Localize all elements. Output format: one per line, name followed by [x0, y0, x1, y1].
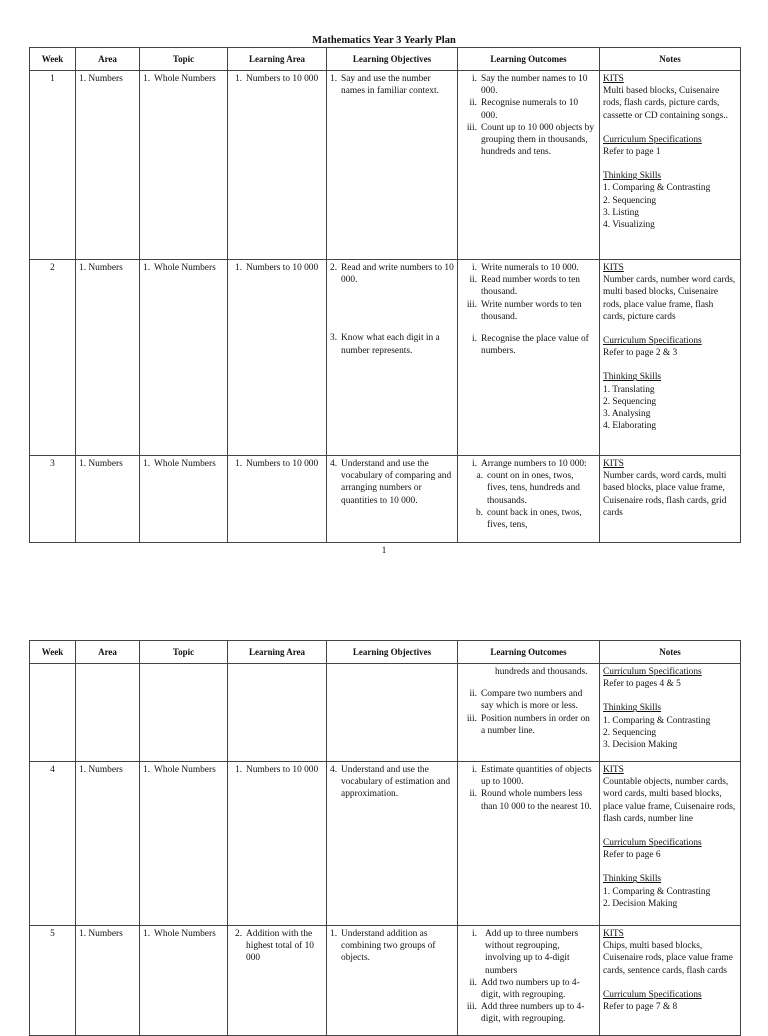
curriculum-specifications-text: Refer to page 2 & 3	[603, 348, 678, 359]
thinking-skill-item: 4. Elaborating	[603, 421, 657, 432]
header-notes: Notes	[600, 641, 741, 664]
curriculum-specifications-text: Refer to page 6	[603, 850, 661, 861]
list-marker: 1.	[330, 74, 338, 84]
week-cell: 4	[30, 762, 76, 926]
list-marker: iii.	[466, 1002, 477, 1013]
curriculum-specifications-label: Curriculum Specifications	[603, 838, 702, 849]
list-marker: ii.	[469, 689, 477, 700]
area-cell: 1. Numbers	[76, 71, 140, 260]
thinking-skills-label: Thinking Skills	[603, 703, 662, 714]
notes-cell	[600, 664, 741, 762]
yearly-plan-table-page-1	[29, 47, 741, 543]
list-marker: i.	[472, 74, 477, 84]
kits-text: Multi based blocks, Cuisenaire rods, flash cards, picture cards, cassette or CD containing songs..	[603, 86, 728, 121]
table-row	[30, 926, 741, 1036]
thinking-skill-item: 1. Translating	[603, 384, 655, 395]
area-cell: 1. Numbers	[76, 762, 140, 926]
learning-area-cell	[228, 926, 327, 1036]
page-title: Mathematics Year 3 Yearly Plan	[312, 35, 456, 46]
header-learning-objectives: Learning Objectives	[327, 48, 458, 71]
header-week: Week	[30, 48, 76, 71]
outcome-text: Count up to 10 000 objects by grouping them in thousands, hundreds and tens.	[481, 122, 595, 158]
learning-area-cell	[228, 71, 327, 260]
outcome-text: Add up to three numbers without regrouping, involving up to 4-digit numbers	[485, 929, 579, 976]
area-cell: 1. Numbers	[76, 456, 140, 543]
thinking-skill-item: 1. Comparing & Contrasting	[603, 183, 711, 194]
learning-area-text: Addition with the highest total of 10 000	[246, 929, 314, 964]
header-learning-area: Learning Area	[228, 48, 327, 71]
kits-text: Countable objects, number cards, word cards, multi based blocks, place value frame, Cuisenaire rods, flash cards, number line	[603, 777, 736, 824]
outcome-text: Arrange numbers to 10 000:	[481, 459, 587, 469]
outcome-text: Add three numbers up to 4-digit, with regrouping.	[481, 1002, 585, 1025]
list-marker: ii.	[469, 789, 477, 800]
header-area: Area	[76, 641, 140, 664]
curriculum-specifications-label: Curriculum Specifications	[603, 336, 702, 347]
topic-text: Whole Numbers	[154, 929, 216, 939]
table-row	[30, 762, 741, 926]
thinking-skills-label: Thinking Skills	[603, 171, 662, 182]
kits-label: KITS	[603, 929, 624, 939]
list-marker: 1.	[143, 459, 151, 469]
topic-text: Whole Numbers	[154, 263, 216, 273]
outcomes-cell	[458, 762, 600, 926]
topic-cell	[140, 71, 228, 260]
list-marker: 1.	[143, 263, 151, 273]
learning-area-text: Numbers to 10 000	[246, 459, 319, 469]
learning-area-text: Numbers to 10 000	[246, 765, 319, 775]
outcome-text: count back in ones, twos, fives, tens,	[487, 507, 582, 531]
outcomes-cell	[458, 664, 600, 762]
outcomes-cell	[458, 260, 600, 456]
outcome-text: Say the number names to 10 000.	[481, 74, 588, 97]
objectives-cell	[327, 926, 458, 1036]
list-marker: 3.	[330, 333, 338, 344]
thinking-skill-item: 2. Decision Making	[603, 898, 678, 909]
week-cell: 1	[30, 71, 76, 260]
list-marker: ii.	[469, 977, 477, 988]
topic-text: Whole Numbers	[154, 74, 216, 84]
thinking-skill-item: 3. Listing	[603, 207, 639, 218]
topic-text: Whole Numbers	[154, 459, 216, 469]
header-topic: Topic	[140, 48, 228, 71]
list-marker: 1.	[235, 765, 243, 775]
outcome-text: Round whole numbers less than 10 000 to the nearest 10.	[481, 789, 592, 812]
list-marker: 1.	[143, 929, 151, 939]
thinking-skill-item: 2. Sequencing	[603, 727, 657, 738]
outcome-text: Write number words to ten thousand.	[481, 299, 582, 322]
list-marker: iii.	[466, 122, 477, 133]
thinking-skill-item: 4. Visualizing	[603, 220, 655, 231]
objective-text: Understand and use the vocabulary of estimation and approximation.	[341, 765, 451, 800]
list-marker: 2.	[330, 263, 338, 273]
objectives-cell	[327, 260, 458, 456]
kits-text: Number cards, number word cards, multi based blocks, Cuisenaire rods, place value frame, flash cards, picture cards	[603, 275, 736, 322]
thinking-skill-item: 2. Sequencing	[603, 396, 657, 407]
list-marker: 1.	[143, 765, 151, 775]
topic-cell	[140, 762, 228, 926]
objectives-cell	[327, 71, 458, 260]
list-marker: i.	[472, 929, 477, 939]
header-learning-area: Learning Area	[228, 641, 327, 664]
outcome-text: Compare two numbers and say which is more or less.	[481, 689, 583, 712]
thinking-skills-label: Thinking Skills	[603, 874, 662, 885]
notes-cell	[600, 260, 741, 456]
outcome-text: Write numerals to 10 000.	[481, 263, 579, 273]
thinking-skills-label: Thinking Skills	[603, 372, 662, 383]
outcomes-cell	[458, 71, 600, 260]
table-row	[30, 456, 741, 543]
list-marker: iii.	[466, 713, 477, 724]
header-notes: Notes	[600, 48, 741, 71]
table-row	[30, 664, 741, 762]
list-marker: i.	[472, 263, 477, 273]
notes-cell	[600, 71, 741, 260]
week-cell: 3	[30, 456, 76, 543]
learning-area-text: Numbers to 10 000	[246, 263, 319, 273]
list-marker: 4.	[330, 459, 338, 469]
topic-text: Whole Numbers	[154, 765, 216, 775]
list-marker: ii.	[469, 98, 477, 109]
curriculum-specifications-text: Refer to page 1	[603, 147, 661, 158]
area-cell: 1. Numbers	[76, 260, 140, 456]
thinking-skill-item: 3. Analysing	[603, 409, 651, 420]
list-marker: 1.	[235, 459, 243, 469]
week-cell: 2	[30, 260, 76, 456]
topic-cell	[140, 260, 228, 456]
objective-text: Know what each digit in a number represents.	[341, 333, 440, 356]
curriculum-specifications-label: Curriculum Specifications	[603, 989, 702, 1000]
notes-cell	[600, 456, 741, 543]
learning-area-cell	[228, 456, 327, 543]
kits-label: KITS	[603, 263, 624, 273]
outcome-text: Position numbers in order on a number line.	[481, 713, 590, 736]
outcome-text: Estimate quantities of objects up to 1000.	[481, 765, 592, 788]
outcomes-cell	[458, 456, 600, 543]
objectives-cell	[327, 762, 458, 926]
curriculum-specifications-label: Curriculum Specifications	[603, 667, 702, 677]
kits-label: KITS	[603, 74, 624, 84]
outcomes-cell	[458, 926, 600, 1036]
thinking-skill-item: 2. Sequencing	[603, 195, 657, 206]
area-cell	[76, 664, 140, 762]
kits-label: KITS	[603, 765, 624, 775]
outcome-text: Recognise the place value of numbers.	[481, 334, 589, 357]
page-number: 1	[381, 546, 387, 556]
topic-cell	[140, 664, 228, 762]
topic-cell	[140, 456, 228, 543]
list-marker: 4.	[330, 765, 338, 775]
yearly-plan-table-page-2	[29, 640, 741, 1036]
thinking-skill-item: 1. Comparing & Contrasting	[603, 715, 711, 726]
table-row	[30, 260, 741, 456]
header-learning-outcomes: Learning Outcomes	[458, 641, 600, 664]
header-topic: Topic	[140, 641, 228, 664]
topic-cell	[140, 926, 228, 1036]
list-marker: i.	[472, 765, 477, 775]
outcome-text: Recognise numerals to 10 000.	[481, 98, 579, 121]
notes-cell	[600, 926, 741, 1036]
learning-area-cell	[228, 664, 327, 762]
list-marker: 1.	[235, 263, 243, 273]
header-learning-outcomes: Learning Outcomes	[458, 48, 600, 71]
week-cell: 5	[30, 926, 76, 1036]
objectives-cell	[327, 456, 458, 543]
table-header-row	[30, 48, 741, 71]
learning-area-cell	[228, 260, 327, 456]
list-marker: 2.	[235, 929, 243, 939]
learning-area-text: Numbers to 10 000	[246, 74, 319, 84]
objective-text: Say and use the number names in familiar context.	[341, 74, 439, 97]
objective-text: Understand and use the vocabulary of comparing and arranging numbers or quantities to 10 000.	[341, 459, 452, 506]
list-marker: b.	[475, 507, 483, 518]
table-row	[30, 71, 741, 260]
objective-text: Understand addition as combining two groups of objects.	[341, 929, 436, 964]
list-marker: i.	[472, 459, 477, 469]
objective-text: Read and write numbers to 10 000.	[341, 263, 454, 286]
thinking-skill-item: 3. Decision Making	[603, 740, 678, 751]
objectives-cell	[327, 664, 458, 762]
list-marker: ii.	[469, 275, 477, 286]
learning-area-cell	[228, 762, 327, 926]
area-cell: 1. Numbers	[76, 926, 140, 1036]
outcome-text: Add two numbers up to 4-digit, with regrouping.	[481, 977, 580, 1001]
header-learning-objectives: Learning Objectives	[327, 641, 458, 664]
outcome-text: count on in ones, twos, fives, tens, hundreds and thousands.	[487, 471, 580, 506]
curriculum-specifications-label: Curriculum Specifications	[603, 134, 702, 145]
outcome-text: hundreds and thousands.	[495, 667, 588, 677]
week-cell	[30, 664, 76, 762]
list-marker: iii.	[466, 299, 477, 310]
list-marker: 1.	[143, 74, 151, 84]
list-marker: i.	[472, 334, 477, 345]
curriculum-specifications-text: Refer to pages 4 & 5	[603, 679, 681, 690]
header-week: Week	[30, 641, 76, 664]
notes-cell	[600, 762, 741, 926]
header-area: Area	[76, 48, 140, 71]
thinking-skill-item: 1. Comparing & Contrasting	[603, 886, 711, 897]
list-marker: 1.	[235, 74, 243, 84]
list-marker: a.	[476, 471, 483, 482]
kits-text: Number cards, word cards, multi based blocks, place value frame, Cuisenaire rods, flash cards, grid cards	[603, 471, 727, 518]
kits-text: Chips, multi based blocks, Cuisenaire rods, place value frame cards, sentence cards, flash cards	[603, 941, 733, 976]
kits-label: KITS	[603, 459, 624, 469]
outcome-text: Read number words to ten thousand.	[481, 275, 580, 298]
table-header-row	[30, 641, 741, 664]
list-marker: 1.	[330, 929, 338, 939]
curriculum-specifications-text: Refer to page 7 & 8	[603, 1002, 678, 1013]
